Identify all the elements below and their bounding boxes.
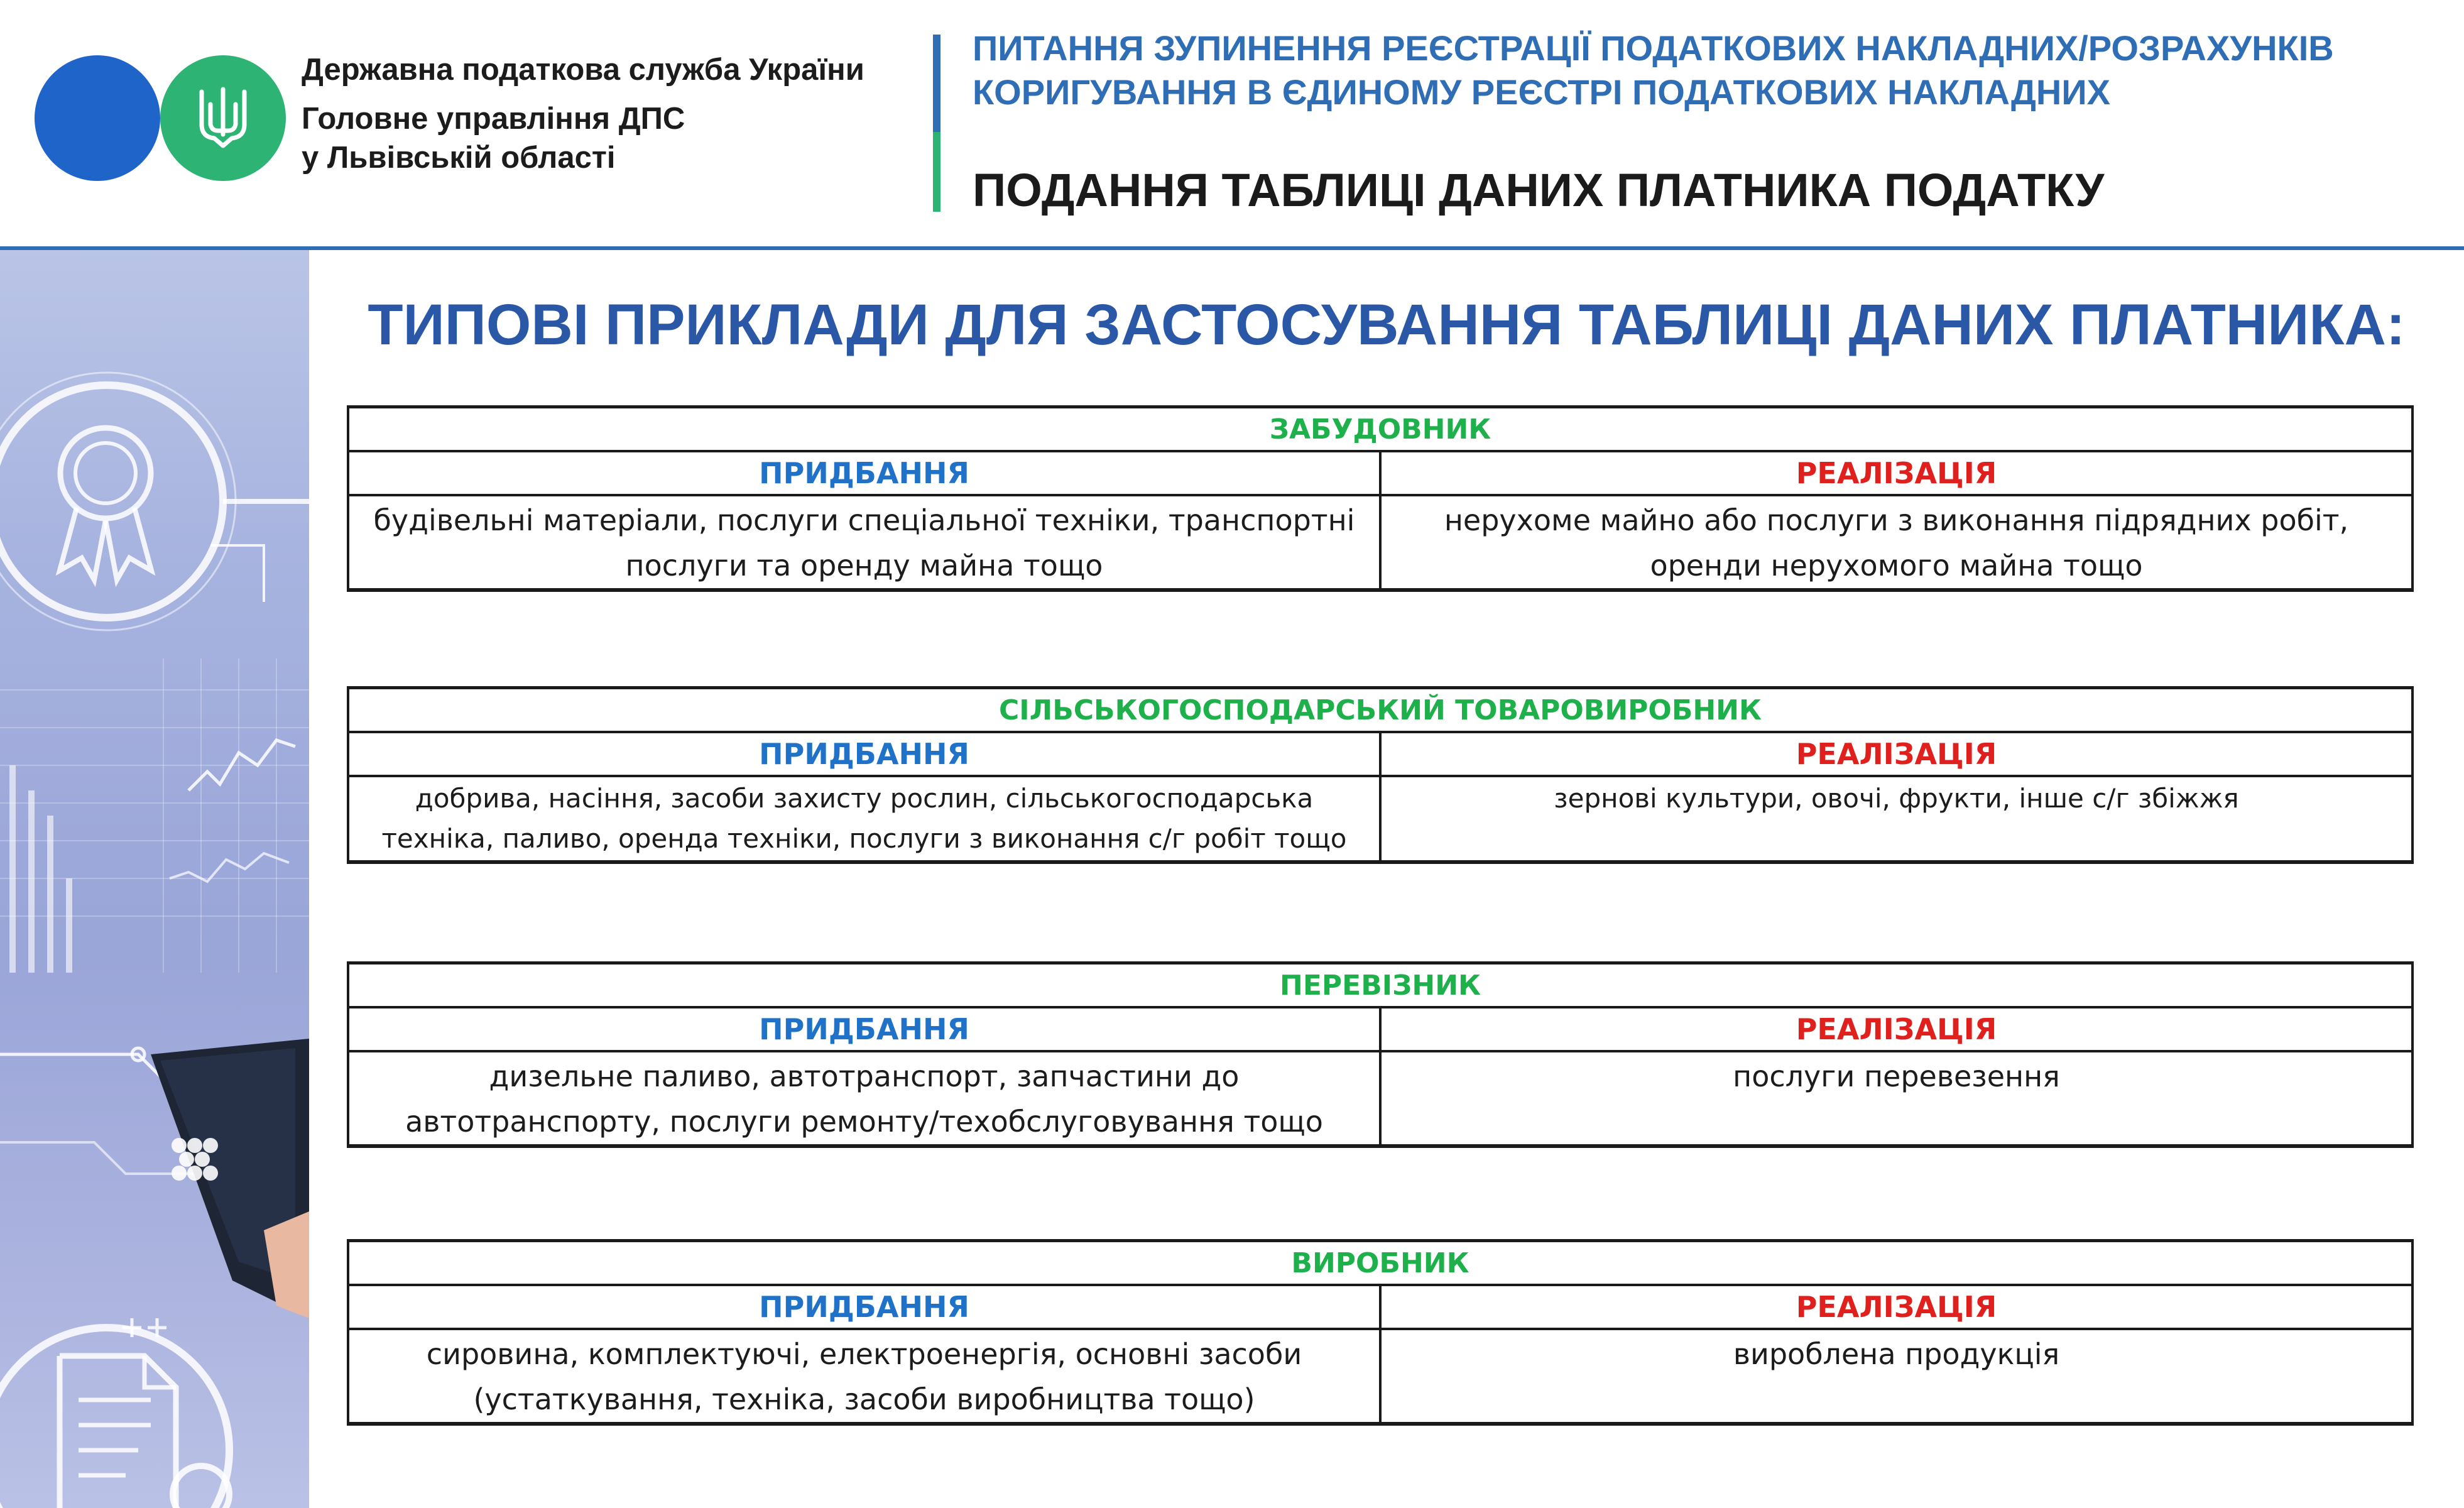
purchase-line: будівельні матеріали, послуги спеціальної техніки, транспортні bbox=[373, 503, 1355, 537]
sidebar-graphics bbox=[0, 250, 309, 1508]
table-category: СІЛЬСЬКОГОСПОДАРСЬКИЙ ТОВАРОВИРОБНИК bbox=[348, 688, 2412, 733]
purchase-cell bbox=[348, 776, 1380, 862]
sale-cell bbox=[1380, 1329, 2412, 1424]
sale-line: вироблена продукція bbox=[1733, 1337, 2060, 1371]
example-table-agricultural-producer bbox=[347, 686, 2414, 864]
sale-cell bbox=[1380, 1051, 2412, 1146]
org-department-line: Головне управління ДПС bbox=[302, 102, 685, 136]
sale-line: зернові культури, овочі, фрукти, інше с/г збіжжя bbox=[1554, 783, 2239, 814]
sale-cell bbox=[1380, 495, 2412, 590]
purchase-header: ПРИДБАННЯ bbox=[348, 732, 1380, 776]
sale-header: РЕАЛІЗАЦІЯ bbox=[1380, 1007, 2412, 1051]
header-rule bbox=[0, 246, 2464, 250]
purchase-line: техніка, паливо, оренда техніки, послуги з виконання с/г робіт тощо bbox=[381, 823, 1347, 854]
sale-header: РЕАЛІЗАЦІЯ bbox=[1380, 732, 2412, 776]
purchase-line: добрива, насіння, засоби захисту рослин, сільськогосподарська bbox=[415, 783, 1314, 814]
purchase-header: ПРИДБАННЯ bbox=[348, 451, 1380, 495]
purchase-line: сировина, комплектуючі, електроенергія, основні засоби bbox=[426, 1337, 1302, 1371]
example-table-developer bbox=[347, 405, 2414, 592]
sale-line: нерухоме майно або послуги з виконання підрядних робіт, bbox=[1444, 503, 2349, 537]
table-category: ВИРОБНИК bbox=[348, 1241, 2412, 1286]
purchase-line: послуги та оренду майна тощо bbox=[625, 549, 1103, 582]
sale-cell bbox=[1380, 776, 2412, 862]
logo-blue-circle bbox=[35, 55, 160, 181]
topic-title-line2: КОРИГУВАННЯ В ЄДИНОМУ РЕЄСТРІ ПОДАТКОВИХ НАКЛАДНИХ bbox=[973, 72, 2110, 112]
example-table-manufacturer bbox=[347, 1239, 2414, 1426]
table-category: ПЕРЕВІЗНИК bbox=[348, 963, 2412, 1008]
topic-subtitle: ПОДАННЯ ТАБЛИЦІ ДАНИХ ПЛАТНИКА ПОДАТКУ bbox=[973, 164, 2105, 216]
purchase-cell bbox=[348, 1329, 1380, 1424]
purchase-cell bbox=[348, 1051, 1380, 1146]
trident-icon bbox=[197, 85, 249, 151]
table-category: ЗАБУДОВНИК bbox=[348, 407, 2412, 452]
sale-header: РЕАЛІЗАЦІЯ bbox=[1380, 451, 2412, 495]
purchase-line: дизельне паливо, автотранспорт, запчастини до bbox=[489, 1059, 1240, 1093]
org-region-line: у Львівській області bbox=[302, 141, 616, 175]
organization-name bbox=[302, 50, 936, 177]
sale-header: РЕАЛІЗАЦІЯ bbox=[1380, 1285, 2412, 1329]
topic-title-line1: ПИТАННЯ ЗУПИНЕННЯ РЕЄСТРАЦІЇ ПОДАТКОВИХ НАКЛАДНИХ/РОЗРАХУНКІВ bbox=[973, 28, 2334, 68]
main-title: ТИПОВІ ПРИКЛАДИ ДЛЯ ЗАСТОСУВАННЯ ТАБЛИЦІ ДАНИХ ПЛАТНИКА: bbox=[368, 293, 2406, 357]
purchase-line: автотранспорту, послуги ремонту/техобслуговування тощо bbox=[405, 1105, 1323, 1139]
org-name-line: Державна податкова служба України bbox=[302, 53, 864, 87]
topic-title bbox=[973, 26, 2455, 114]
page-header bbox=[0, 0, 2464, 248]
example-table-carrier bbox=[347, 961, 2414, 1148]
purchase-line: (устаткування, техніка, засоби виробництва тощо) bbox=[473, 1382, 1255, 1416]
decorative-sidebar bbox=[0, 250, 309, 1508]
logo-green-circle bbox=[160, 55, 286, 181]
purchase-header: ПРИДБАННЯ bbox=[348, 1285, 1380, 1329]
sale-line: оренди нерухомого майна тощо bbox=[1650, 549, 2143, 582]
sale-line: послуги перевезення bbox=[1733, 1059, 2060, 1093]
header-divider bbox=[933, 35, 940, 212]
purchase-header: ПРИДБАННЯ bbox=[348, 1007, 1380, 1051]
purchase-cell bbox=[348, 495, 1380, 590]
